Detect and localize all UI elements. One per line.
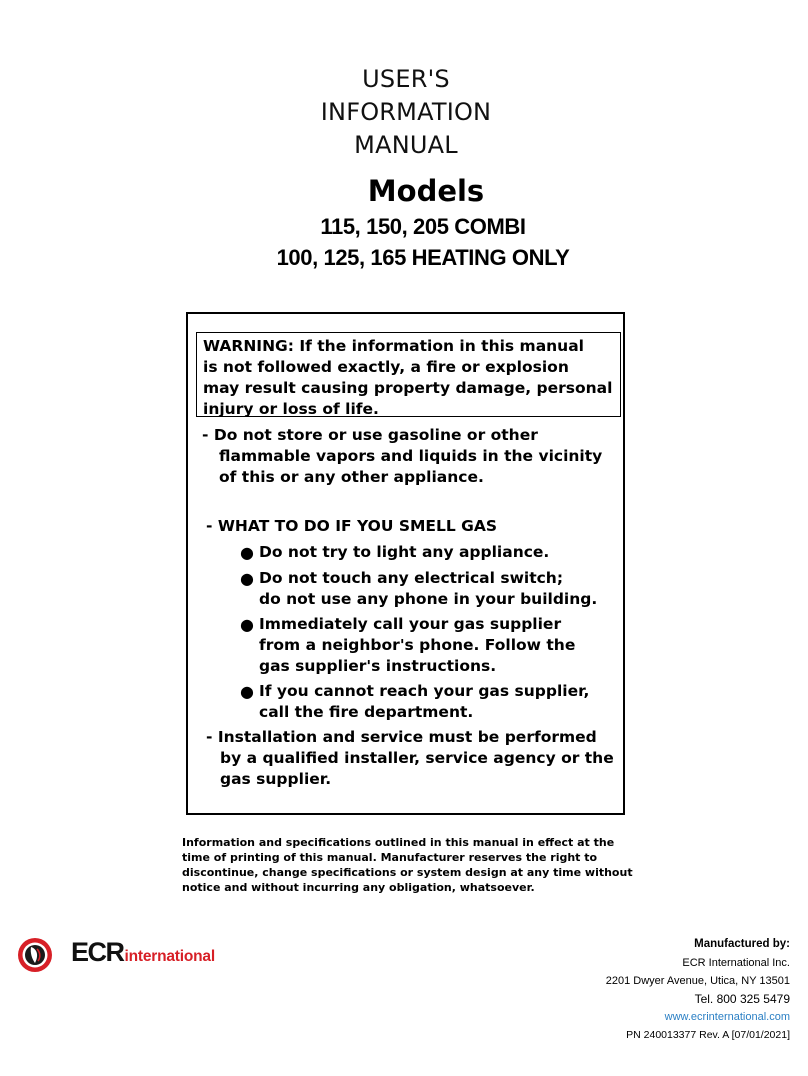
smell-gas-item: Do not touch any electrical switch;	[259, 569, 564, 587]
warning-box	[196, 332, 621, 417]
smell-gas-item: Do not try to light any appliance.	[259, 543, 550, 561]
bullet-icon: ●	[240, 569, 254, 588]
smell-gas-item: do not use any phone in your building.	[259, 590, 598, 608]
smell-gas-item: If you cannot reach your gas supplier,	[259, 682, 590, 700]
manufacturer-address: 2201 Dwyer Avenue, Utica, NY 13501	[605, 975, 790, 987]
installation-line: by a qualified installer, service agency or the	[220, 749, 614, 767]
manufacturer-website-link[interactable]: www.ecrinternational.com	[664, 1011, 790, 1023]
title-line-2: INFORMATION	[320, 98, 492, 126]
models-combi: 115, 150, 205 COMBI	[320, 214, 526, 239]
ecr-logo	[17, 935, 227, 975]
manufacturer-company: ECR International Inc.	[682, 957, 790, 969]
smell-gas-item: gas supplier's instructions.	[259, 657, 497, 675]
title-line-1: USER'S	[362, 65, 450, 93]
models-heading: Models	[367, 174, 485, 208]
smell-gas-heading: - WHAT TO DO IF YOU SMELL GAS	[206, 517, 498, 535]
installation-line: gas supplier.	[220, 770, 332, 788]
disclaimer-line: Information and specifications outlined in this manual in effect at the	[182, 836, 615, 849]
part-number: PN 240013377 Rev. A [07/01/2021]	[626, 1029, 790, 1041]
gasoline-line: of this or any other appliance.	[219, 468, 484, 486]
bullet-icon: ●	[240, 543, 254, 562]
smell-gas-item: from a neighbor's phone. Follow the	[259, 636, 576, 654]
warning-line: injury or loss of life.	[203, 400, 379, 418]
manufacturer-heading: Manufactured by:	[694, 938, 790, 950]
disclaimer	[182, 835, 633, 895]
logo-suffix: international	[124, 948, 215, 965]
bullet-icon: ●	[240, 682, 254, 701]
gasoline-line: - Do not store or use gasoline or other	[202, 426, 538, 444]
logo-wordmark	[71, 937, 215, 968]
logo-brand: ECR	[71, 937, 124, 967]
warning-line: may result causing property damage, personal	[203, 379, 613, 397]
installation-line: - Installation and service must be performed	[206, 728, 597, 746]
disclaimer-line: time of printing of this manual. Manufacturer reserves the right to	[182, 851, 598, 864]
manufacturer-phone: Tel. 800 325 5479	[694, 992, 790, 1006]
bullet-icon: ●	[240, 615, 254, 634]
smell-gas-item: call the fire department.	[259, 703, 474, 721]
title-line-3: MANUAL	[354, 131, 458, 159]
warning-line: WARNING: If the information in this manual	[203, 337, 584, 355]
gasoline-line: flammable vapors and liquids in the vicinity	[219, 447, 603, 465]
models-heating-only: 100, 125, 165 HEATING ONLY	[276, 245, 570, 270]
warning-line: is not followed exactly, a fire or explosion	[203, 358, 569, 376]
disclaimer-line: discontinue, change specifications or system design at any time without	[182, 866, 633, 879]
smell-gas-item: Immediately call your gas supplier	[259, 615, 562, 633]
disclaimer-line: notice and without incurring any obligation, whatsoever.	[182, 881, 535, 894]
ecr-emblem-icon	[17, 935, 57, 975]
